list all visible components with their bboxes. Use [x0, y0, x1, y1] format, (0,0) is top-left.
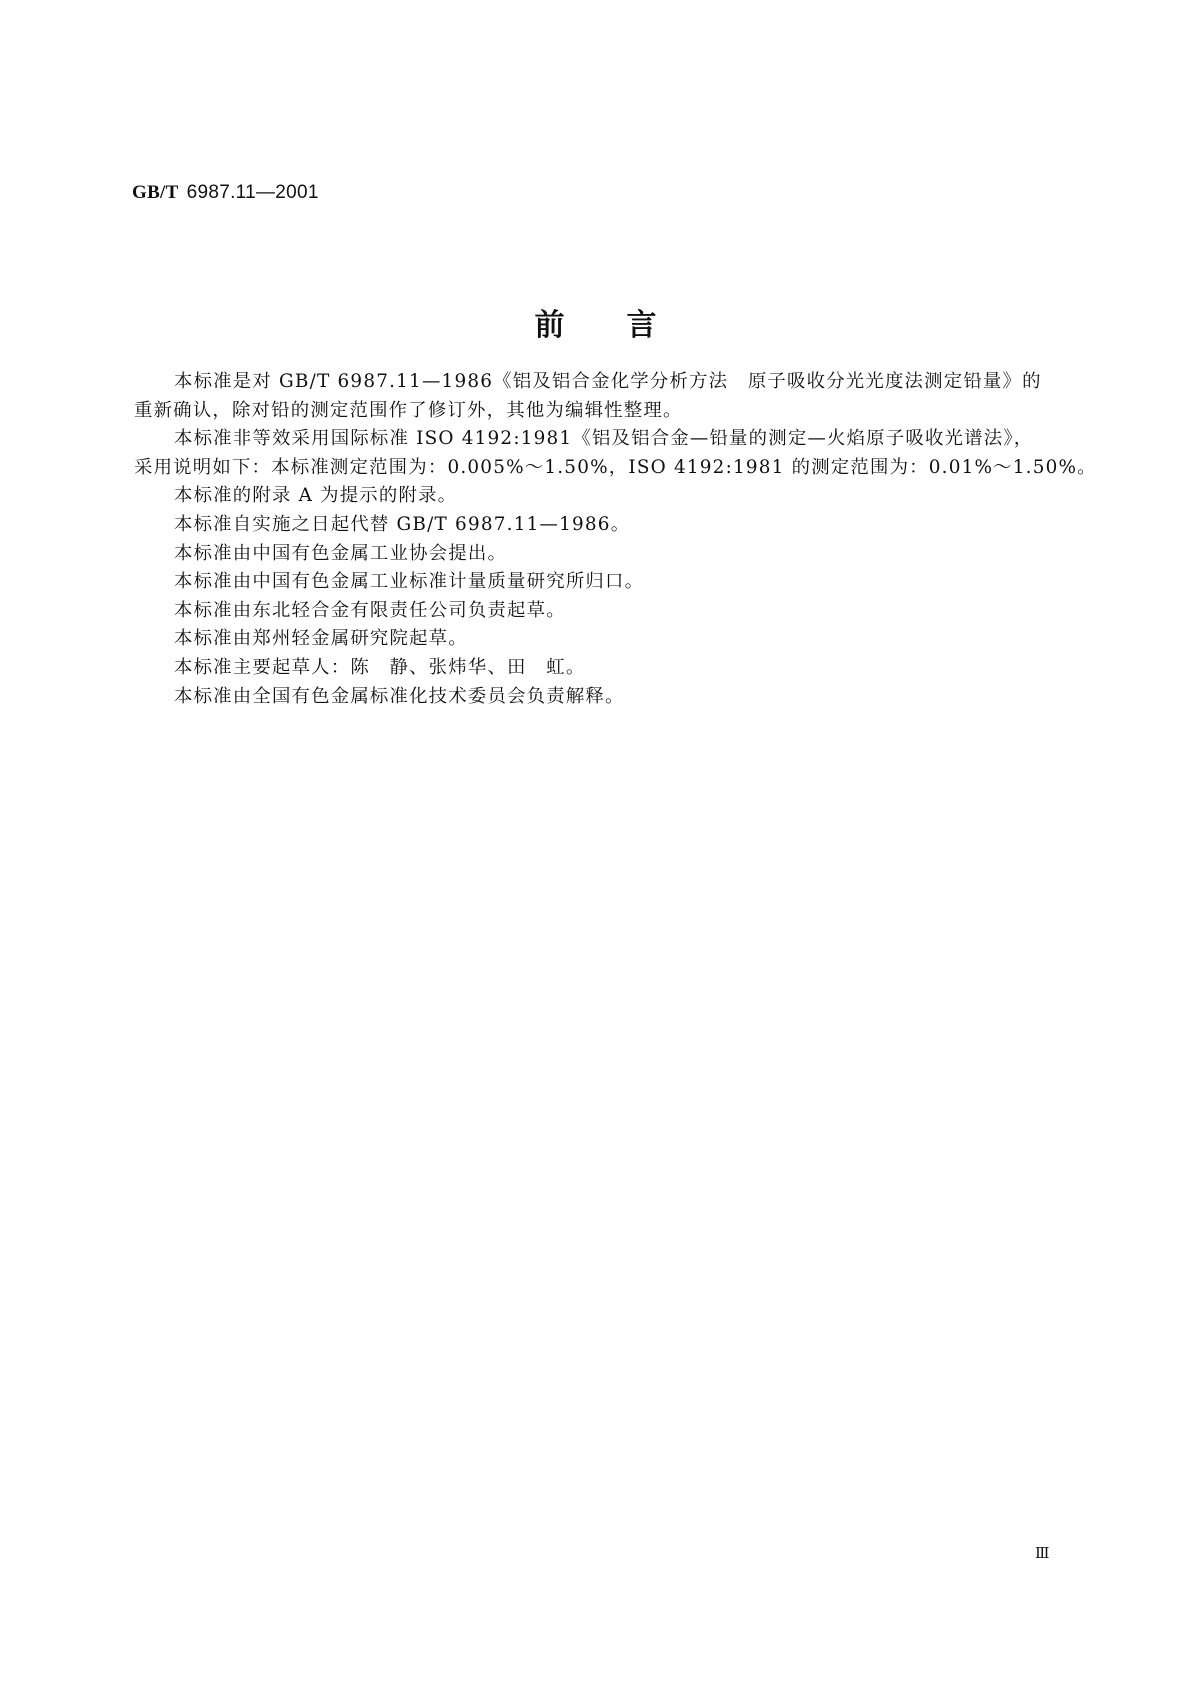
paragraph-7: 本标准由东北轻合金有限责任公司负责起草。 — [174, 599, 566, 621]
paragraph-8: 本标准由郑州轻金属研究院起草。 — [174, 628, 468, 650]
standard-prefix: GB/T — [132, 182, 179, 203]
page-title: 前言 — [534, 308, 719, 343]
paragraph-4: 本标准自实施之日起代替 GB/T 6987.11—1986。 — [174, 513, 631, 535]
paragraph-6: 本标准由中国有色金属工业标准计量质量研究所归口。 — [174, 571, 645, 593]
foreword-body — [134, 368, 1097, 711]
paragraph-2-line-2: 采用说明如下：本标准测定范围为：0.005%～1.50%，ISO 4192:1981 的测定范围为：0.01%～1.50%。 — [134, 456, 1097, 478]
paragraph-2-line-1: 本标准非等效采用国际标准 ISO 4192:1981《铝及铝合金—铅量的测定—火焰原子吸收光谱法》， — [174, 428, 1034, 450]
paragraph-5: 本标准由中国有色金属工业协会提出。 — [174, 542, 508, 564]
paragraph-3: 本标准的附录 A 为提示的附录。 — [174, 485, 458, 507]
standard-code — [132, 181, 319, 204]
paragraph-10: 本标准由全国有色金属标准化技术委员会负责解释。 — [174, 685, 625, 707]
page-number: Ⅲ — [1035, 1546, 1050, 1562]
paragraph-1-line-1: 本标准是对 GB/T 6987.11—1986《铝及铝合金化学分析方法 原子吸收分光光度法测定铅量》的 — [174, 371, 1042, 392]
paragraph-9: 本标准主要起草人：陈 静、张炜华、田 虹。 — [174, 656, 586, 678]
paragraph-1-line-2: 重新确认，除对铅的测定范围作了修订外，其他为编辑性整理。 — [134, 399, 683, 421]
standard-number: 6987.11—2001 — [186, 182, 319, 203]
